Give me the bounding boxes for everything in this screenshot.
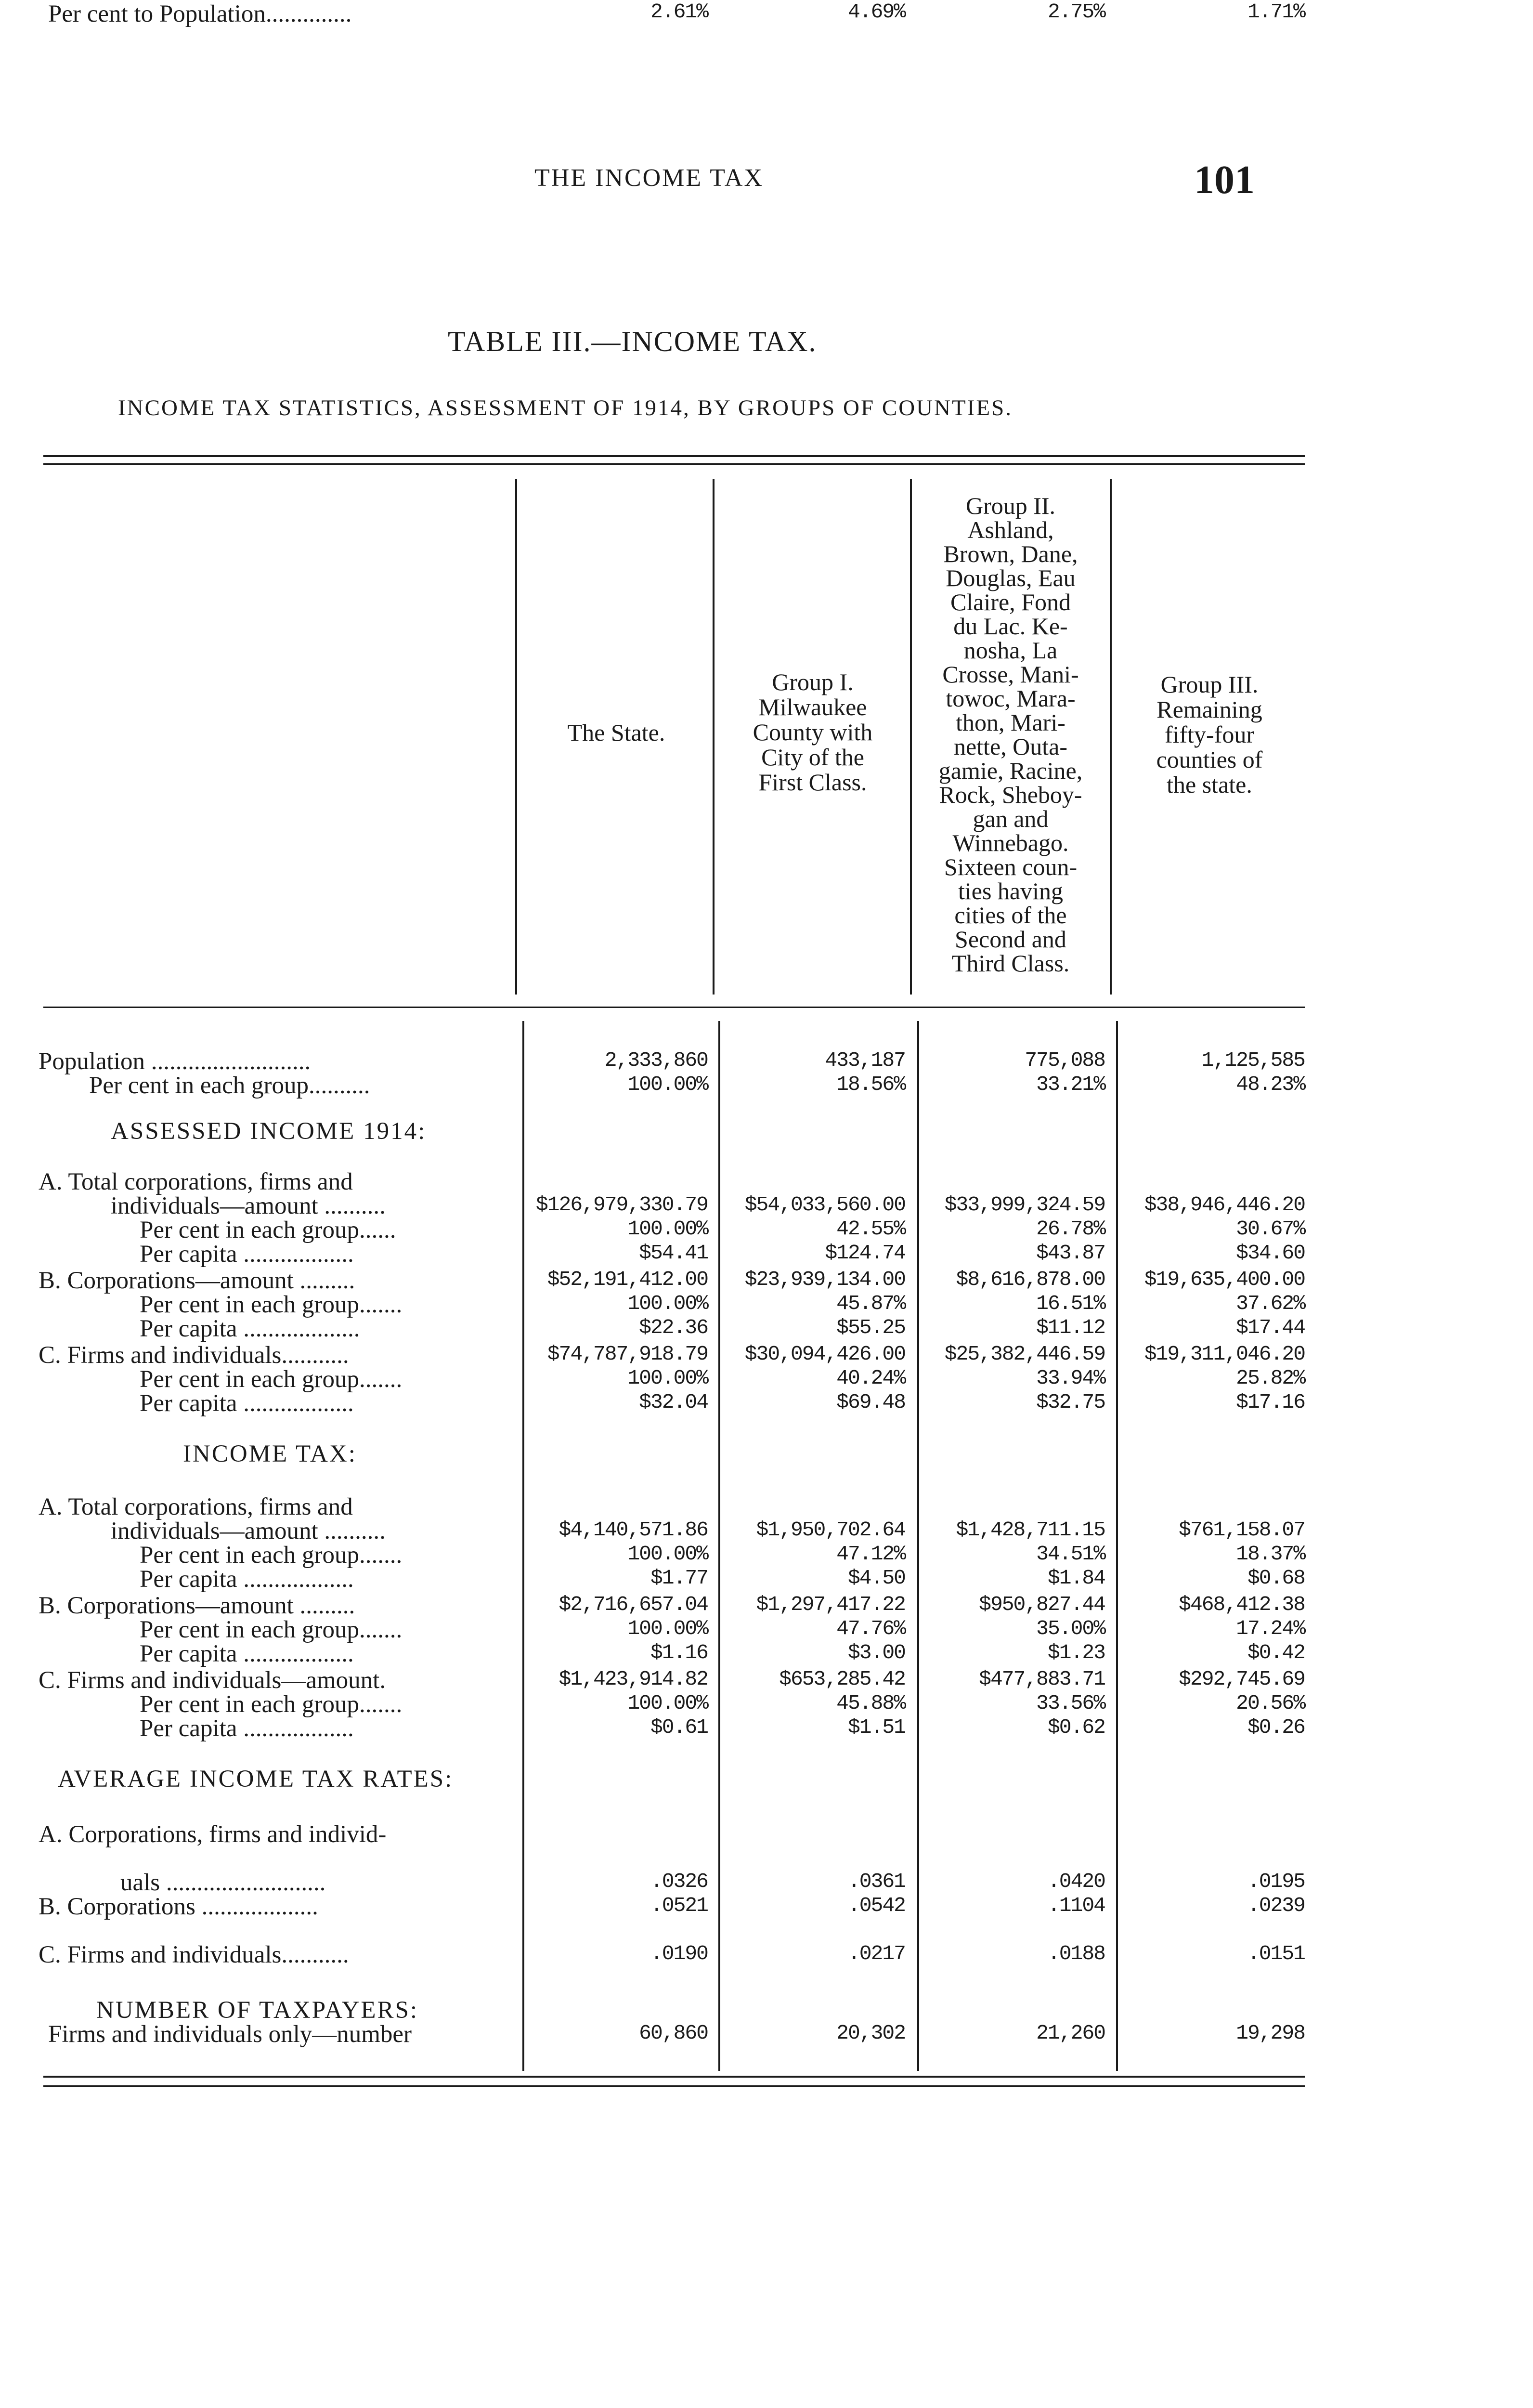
row-label: Firms and individuals only—number	[48, 2021, 412, 2048]
table-cell: $19,635,400.00	[1144, 1268, 1305, 1291]
table-cell: $0.62	[1047, 1715, 1105, 1739]
table-cell: 100.00%	[627, 1073, 708, 1096]
table-cell: $43.87	[1036, 1241, 1105, 1265]
table-cell: 4.69%	[847, 0, 905, 24]
table-cell: $1.77	[650, 1566, 708, 1590]
row-label: Per cent in each group.......	[140, 1366, 403, 1393]
table-cell: $761,158.07	[1179, 1518, 1305, 1542]
table-cell: $1,428,711.15	[956, 1518, 1105, 1542]
table-cell: $1,297,417.22	[756, 1593, 905, 1616]
table-cell: 45.88%	[836, 1691, 905, 1715]
table-cell: $0.68	[1247, 1566, 1305, 1590]
table-cell: 100.00%	[627, 1617, 708, 1640]
row-label: A. Corporations, firms and individ-	[39, 1821, 387, 1848]
table-cell: $69.48	[836, 1390, 905, 1414]
table-cell: .0217	[847, 1942, 905, 1965]
table-cell: 34.51%	[1036, 1542, 1105, 1566]
row-label: C. Firms and individuals...........	[39, 1342, 349, 1369]
table-cell: .0361	[847, 1870, 905, 1893]
table-cell: 100.00%	[627, 1217, 708, 1241]
table-cell: 42.55%	[836, 1217, 905, 1241]
table-cell: 37.62%	[1236, 1292, 1305, 1315]
row-label: A. Total corporations, firms and	[39, 1493, 353, 1520]
table-cell: 18.37%	[1236, 1542, 1305, 1566]
row-label: Per cent in each group......	[140, 1217, 396, 1243]
table-cell: 100.00%	[627, 1542, 708, 1566]
table-cell: 40.24%	[836, 1366, 905, 1390]
table-cell: .0190	[650, 1942, 708, 1965]
table-cell: $54,033,560.00	[744, 1193, 905, 1217]
table-cell: $0.42	[1247, 1641, 1305, 1664]
table-cell: 18.56%	[836, 1073, 905, 1096]
table-cell: $22.36	[639, 1316, 708, 1339]
table-cell: $38,946,446.20	[1144, 1193, 1305, 1217]
row-label: Per cent in each group.......	[140, 1616, 403, 1643]
table-cell: $950,827.44	[979, 1593, 1105, 1616]
row-label: C. Firms and individuals—amount.	[39, 1667, 386, 1694]
table-cell: $3.00	[847, 1641, 905, 1664]
table-cell: 48.23%	[1236, 1073, 1305, 1096]
table-cell: 1.71%	[1247, 0, 1305, 24]
table-cell: $52,191,412.00	[547, 1268, 708, 1291]
section-heading: ASSESSED INCOME 1914:	[111, 1118, 427, 1145]
top-rule	[43, 455, 1305, 457]
table-cell: $1.16	[650, 1641, 708, 1664]
table-cell: $8,616,878.00	[956, 1268, 1105, 1291]
table-cell: $292,745.69	[1179, 1667, 1305, 1691]
table-cell: 60,860	[639, 2021, 708, 2045]
table-cell: $55.25	[836, 1316, 905, 1339]
row-label: B. Corporations—amount .........	[39, 1267, 355, 1294]
table-cell: .0151	[1247, 1942, 1305, 1965]
table-cell: $1.84	[1047, 1566, 1105, 1590]
body-divider	[718, 1021, 720, 2071]
row-label: B. Corporations—amount .........	[39, 1592, 355, 1619]
row-label: Per cent in each group.......	[140, 1542, 403, 1569]
table-cell: .0188	[1047, 1942, 1105, 1965]
table-subtitle: INCOME TAX STATISTICS, ASSESSMENT OF 1914, BY GROUPS OF COUNTIES.	[118, 395, 1013, 420]
table-cell: 47.76%	[836, 1617, 905, 1640]
table-cell: 433,187	[825, 1048, 905, 1072]
table-cell: $4.50	[847, 1566, 905, 1590]
table-cell: $17.44	[1236, 1316, 1305, 1339]
table-cell: $11.12	[1036, 1316, 1105, 1339]
table-cell: 17.24%	[1236, 1617, 1305, 1640]
table-cell: $477,883.71	[979, 1667, 1105, 1691]
table-cell: .0420	[1047, 1870, 1105, 1893]
table-cell: $0.26	[1247, 1715, 1305, 1739]
table-cell: 16.51%	[1036, 1292, 1105, 1315]
table-cell: $17.16	[1236, 1390, 1305, 1414]
table-cell: .0195	[1247, 1870, 1305, 1893]
row-label: individuals—amount ..........	[111, 1192, 386, 1219]
table-cell: 33.21%	[1036, 1073, 1105, 1096]
col-header-state: The State.	[567, 719, 665, 746]
table-cell: .0542	[847, 1894, 905, 1917]
col-header-group2: Group II. Ashland, Brown, Dane, Douglas, Eau Claire, Fond du Lac. Ke- nosha, La Crosse, Mani- towoc, Mara- thon, Mari- nette, Outa- gamie, Racine, Rock, Sheboy- gan and Winnebago. Sixteen coun- ties having cities of the Second and Third Class.	[938, 492, 1083, 977]
table-cell: .0521	[650, 1894, 708, 1917]
row-label: Population ..........................	[39, 1048, 311, 1075]
table-cell: $0.61	[650, 1715, 708, 1739]
table-cell: $32.04	[639, 1390, 708, 1414]
row-label: Per capita ..................	[140, 1715, 354, 1742]
row-label: Per cent in each group..........	[89, 1072, 370, 1099]
section-heading: AVERAGE INCOME TAX RATES:	[58, 1766, 454, 1793]
table-cell: .0239	[1247, 1894, 1305, 1917]
table-cell: $124.74	[825, 1241, 905, 1265]
header-divider	[1110, 479, 1112, 995]
section-heading: INCOME TAX:	[183, 1440, 357, 1467]
row-label: Per capita ..................	[140, 1640, 354, 1667]
table-cell: $2,716,657.04	[559, 1593, 708, 1616]
table-cell: $1,950,702.64	[756, 1518, 905, 1542]
row-label: Per capita ..................	[140, 1566, 354, 1593]
table-cell: 33.56%	[1036, 1691, 1105, 1715]
top-rule-2	[43, 463, 1305, 465]
row-label: Per capita ..................	[140, 1241, 354, 1268]
table-cell: $25,382,446.59	[944, 1342, 1105, 1366]
section-heading: NUMBER OF TAXPAYERS:	[96, 1997, 419, 2024]
bottom-rule	[43, 2076, 1305, 2078]
table-cell: $653,285.42	[779, 1667, 905, 1691]
table-cell: 100.00%	[627, 1691, 708, 1715]
body-divider	[917, 1021, 919, 2071]
row-label: B. Corporations ...................	[39, 1893, 318, 1920]
table-cell: 2.61%	[650, 0, 708, 24]
table-title: TABLE III.—INCOME TAX.	[448, 326, 817, 357]
table-cell: $54.41	[639, 1241, 708, 1265]
row-label: Per cent to Population..............	[48, 0, 352, 27]
table-cell: 775,088	[1025, 1048, 1105, 1072]
body-divider	[1116, 1021, 1118, 2071]
table-cell: $1,423,914.82	[559, 1667, 708, 1691]
table-cell: $19,311,046.20	[1144, 1342, 1305, 1366]
table-cell: 30.67%	[1236, 1217, 1305, 1241]
table-cell: .1104	[1047, 1894, 1105, 1917]
row-label: uals ..........................	[120, 1869, 326, 1896]
row-label: Per cent in each group.......	[140, 1691, 403, 1718]
header-rule	[43, 1007, 1305, 1008]
table-cell: $1.23	[1047, 1641, 1105, 1664]
table-cell: 21,260	[1036, 2021, 1105, 2045]
col-header-group1: Group I. Milwaukee County with City of the First Class.	[753, 668, 873, 796]
bottom-rule-2	[43, 2085, 1305, 2087]
col-header-group3: Group III. Remaining fifty-four counties of the state.	[1156, 671, 1263, 798]
row-label: C. Firms and individuals...........	[39, 1941, 349, 1968]
header-divider	[515, 479, 517, 995]
row-label: Per capita ..................	[140, 1390, 354, 1417]
table-cell: $74,787,918.79	[547, 1342, 708, 1366]
row-label: Per capita ...................	[140, 1315, 360, 1342]
table-cell: 20,302	[836, 2021, 905, 2045]
row-label: A. Total corporations, firms and	[39, 1168, 353, 1195]
header-divider	[713, 479, 715, 995]
table-cell: 100.00%	[627, 1292, 708, 1315]
table-cell: 47.12%	[836, 1542, 905, 1566]
table-cell: 35.00%	[1036, 1617, 1105, 1640]
table-cell: 25.82%	[1236, 1366, 1305, 1390]
running-head: THE INCOME TAX	[534, 164, 764, 192]
table-cell: 26.78%	[1036, 1217, 1105, 1241]
table-cell: 1,125,585	[1201, 1048, 1305, 1072]
body-divider	[522, 1021, 524, 2071]
row-label: individuals—amount ..........	[111, 1518, 386, 1544]
table-cell: $32.75	[1036, 1390, 1105, 1414]
table-cell: 33.94%	[1036, 1366, 1105, 1390]
table-cell: 2.75%	[1047, 0, 1105, 24]
table-cell: 20.56%	[1236, 1691, 1305, 1715]
table-cell: $30,094,426.00	[744, 1342, 905, 1366]
table-cell: $23,939,134.00	[744, 1268, 905, 1291]
table-cell: .0326	[650, 1870, 708, 1893]
table-cell: 19,298	[1236, 2021, 1305, 2045]
table-cell: $33,999,324.59	[944, 1193, 1105, 1217]
table-cell: 2,333,860	[604, 1048, 708, 1072]
row-label: Per cent in each group.......	[140, 1291, 403, 1318]
table-cell: $1.51	[847, 1715, 905, 1739]
table-cell: $468,412.38	[1179, 1593, 1305, 1616]
page-number: 101	[1194, 157, 1255, 202]
table-cell: $126,979,330.79	[535, 1193, 708, 1217]
table-cell: $34.60	[1236, 1241, 1305, 1265]
table-cell: 45.87%	[836, 1292, 905, 1315]
table-cell: 100.00%	[627, 1366, 708, 1390]
table-cell: $4,140,571.86	[559, 1518, 708, 1542]
